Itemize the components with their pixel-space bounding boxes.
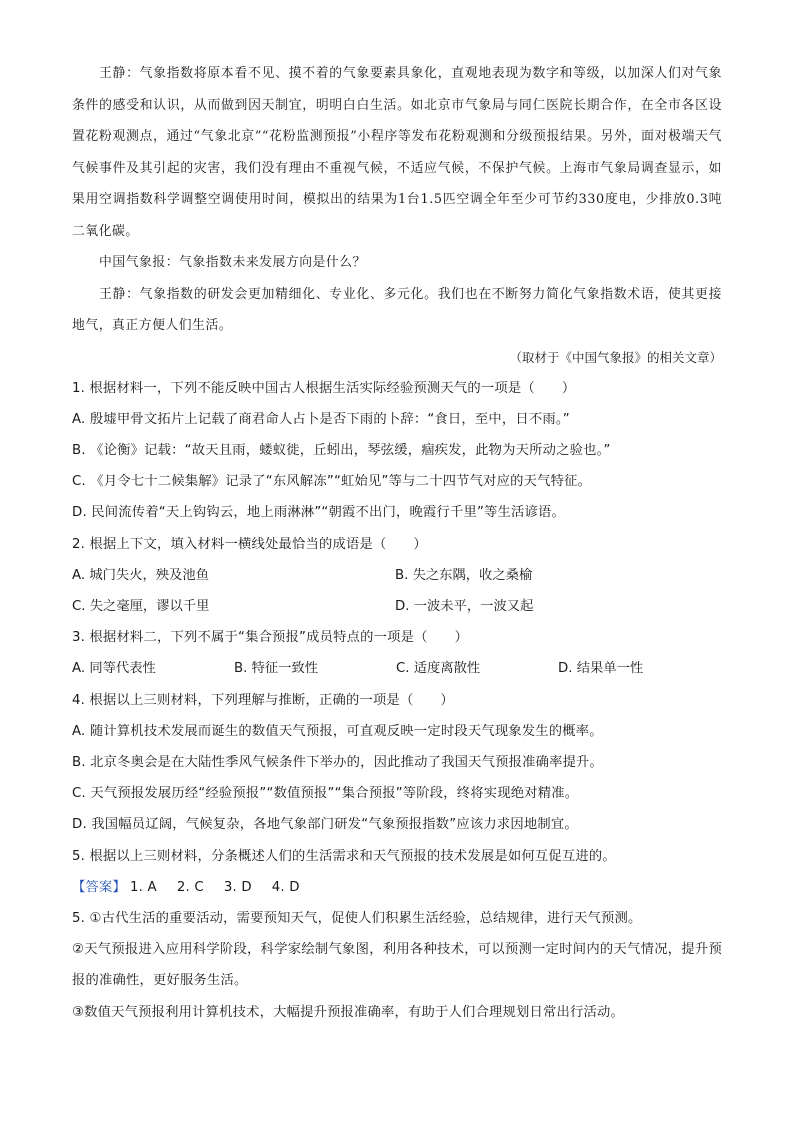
question-stem: 3. 根据材料二，下列不属于“集合预报”成员特点的一项是（ ） [72,630,469,646]
option: C. 天气预报发展历经“经验预报”“数值预报”“集合预报”等阶段，终将实现绝对精准。 [72,786,579,802]
answer-line [72,872,722,903]
passage-paragraph: 王静：气象指数将原本看不见、摸不着的气象要素具象化，直观地表现为数字和等级，以加深人们对气象条件的感受和认识，从而做到因天制宜，明明白白生活。如北京市气象局与同仁医院长期合作，在全市各区设置花粉观测点，通过“气象北京”“花粉监测预报”小程序等发布花粉观测和分级预报结果。另外，面对极端天气气候事件及其引起的灾害，我们没有理由不重视气候，不适应气候，不保护气候。上海市气象局调查显示，如果用空调指数科学调整空调使用时间，模拟出的结果为1台1.5匹空调全年至少可节约330度电，少排放0.3吨二氧化碳。 [72,66,722,239]
option: C. 适度离散性 [396,661,481,677]
answer-item: 3. D [223,879,252,895]
question-stem: 2. 根据上下文，填入材料一横线处最恰当的成语是（ ） [72,536,427,552]
option: B. 特征一致性 [234,661,319,677]
option: B. 《论衡》记载：“故天且雨，蝼蚁徙，丘蚓出，琴弦缓，痼疾发，此物为天所动之验也。” [72,442,611,458]
option: A. 随计算机技术发展而诞生的数值天气预报，可直观反映一定时段天气现象发生的概率。 [72,723,603,739]
options-row [72,653,722,684]
option: D. 结果单一性 [558,661,644,677]
question-stem: 5. 根据以上三则材料，分条概述人们的生活需求和天气预报的技术发展是如何互促互进的。 [72,848,616,864]
answer-paragraph: ③数值天气预报利用计算机技术，大幅提升预报准确率，有助于人们合理规划日常出行活动。 [72,1004,624,1020]
answer-item: 1. A [130,879,157,895]
option: C. 失之毫厘，谬以千里 [72,598,210,614]
answer-paragraph: 5. ①古代生活的重要活动，需要预知天气，促使人们积累生活经验，总结规律，进行天气预测。 [72,910,642,926]
option: D. 民间流传着“天上钩钩云，地上雨淋淋”“朝霞不出门，晚霞行千里”等生活谚语。 [72,505,566,521]
source-note: （取材于《中国气象报》的相关文章） [509,349,722,365]
option: C. 《月令七十二候集解》记录了“东风解冻”“虹始见”等与二十四节气对应的天气特征。 [72,474,592,490]
passage-paragraph: 王静：气象指数的研发会更加精细化、专业化、多元化。我们也在不断努力简化气象指数术语，使其更接地气，真正方便人们生活。 [72,286,722,333]
question-stem: 4. 根据以上三则材料，下列理解与推断，正确的一项是（ ） [72,692,454,708]
answer-tag: 【答案】 [72,879,126,895]
answer-item: 2. C [176,879,204,895]
option: B. 失之东隅，收之桑榆 [395,567,533,583]
option: D. 一波未平，一波又起 [395,598,534,614]
option: A. 殷墟甲骨文拓片上记载了商君命人占卜是否下雨的卜辞：“食日，至中，日不雨。” [72,411,570,427]
option: A. 同等代表性 [72,661,156,677]
options-row [72,591,722,622]
document-page [72,58,722,1028]
question-stem: 1. 根据材料一，下列不能反映中国古人根据生活实际经验预测天气的一项是（ ） [72,380,576,396]
answer-paragraph: ②天气预报进入应用科学阶段，科学家绘制气象图，利用各种技术，可以预测一定时间内的天气情况，提升预报的准确性，更好服务生活。 [72,942,722,989]
option: B. 北京冬奥会是在大陆性季风气候条件下举办的，因此推动了我国天气预报准确率提升。 [72,754,604,770]
passage-question: 中国气象报：气象指数未来发展方向是什么？ [99,255,366,270]
options-row [72,560,722,591]
option: A. 城门失火，殃及池鱼 [72,567,209,583]
option: D. 我国幅员辽阔，气候复杂，各地气象部门研发“气象预报指数”应该力求因地制宜。 [72,817,578,833]
answer-item: 4. D [271,879,300,895]
